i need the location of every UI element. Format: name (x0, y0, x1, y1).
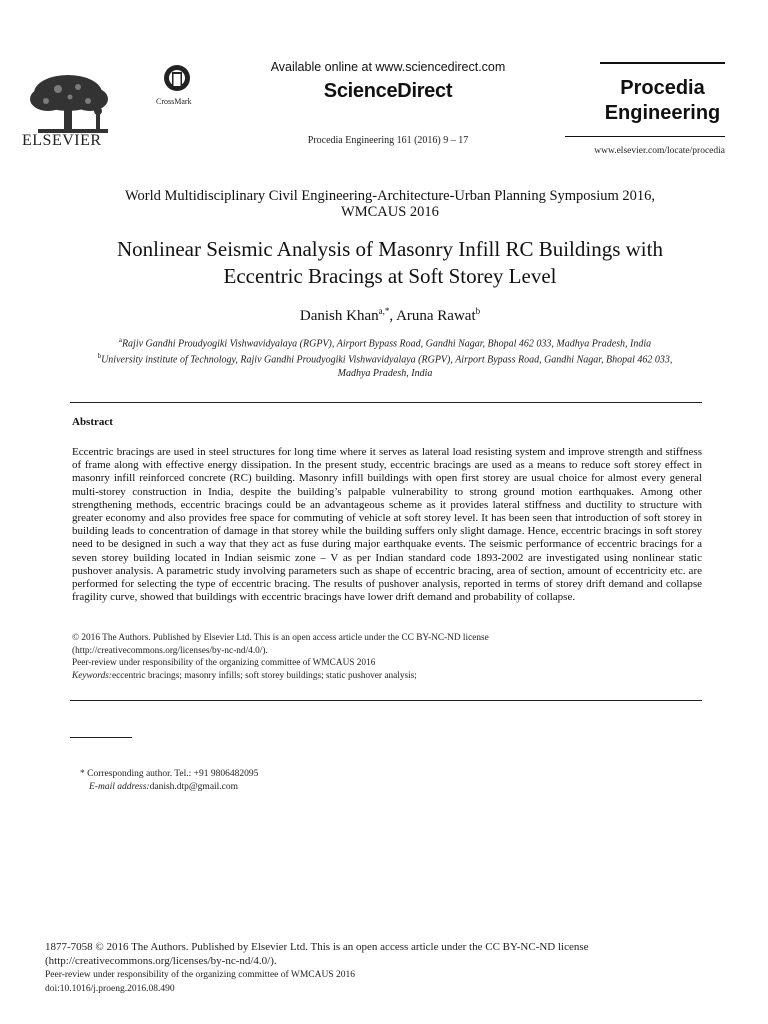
keywords-text: eccentric bracings; masonry infills; soft storey buildings; static pushover analysis; (111, 670, 417, 681)
author-list (0, 306, 768, 325)
corresponding-author-email-line (80, 781, 258, 794)
affiliation-b (60, 350, 710, 366)
affiliation-text: Rajiv Gandhi Proudyogiki Vishwavidyalaya (RGPV), Airport Bypass Road, Gandhi Nagar, Bhopal 462 033, Madhya Pradesh, India (121, 338, 652, 350)
journal-name (600, 76, 725, 126)
crossmark-label: CrossMark (156, 97, 192, 106)
corresponding-author-phone: * Corresponding author. Tel.: +91 9806482095 (80, 769, 259, 779)
abstract-heading: Abstract (72, 416, 113, 428)
journal-name-line2: Engineering (604, 102, 721, 124)
footer-peer-review: Peer-review under responsibility of the organizing committee of WMCAUS 2016 (45, 970, 355, 980)
email-address[interactable]: danish.dtp@gmail.com (149, 782, 239, 792)
journal-top-rule (600, 62, 725, 64)
affiliation-b-cont (60, 367, 710, 380)
author-name: Aruna Rawat (396, 308, 476, 324)
affiliation-mark: a (118, 336, 122, 344)
affiliations (60, 334, 710, 380)
license-link[interactable]: (http://creativecommons.org/licenses/by-nc-nd/4.0/). (72, 645, 268, 656)
abstract-bottom-rule (70, 700, 702, 701)
journal-name-line1: Procedia (620, 77, 705, 99)
footer-copyright: 1877-7058 © 2016 The Authors. Published by Elsevier Ltd. This is an open access article under the CC BY-NC-ND license (45, 941, 589, 953)
conference-line1: World Multidisciplinary Civil Engineering-Architecture-Urban Planning Symposium 2016, (124, 188, 655, 204)
corresponding-author-footnote (80, 768, 258, 794)
footer-doi[interactable]: doi:10.1016/j.proeng.2016.08.490 (45, 984, 175, 994)
affiliation-text: University institute of Technology, Rajiv Gandhi Proudyogiki Vishwavidyalaya (RGPV), Airport Bypass Road, Gandhi Nagar, Bhopal 462 033, (101, 354, 673, 366)
journal-url-link[interactable]: www.elsevier.com/locate/procedia (594, 146, 725, 156)
author-name: Danish Khan (299, 308, 379, 324)
footer-license-link[interactable]: (http://creativecommons.org/licenses/by-nc-nd/4.0/). (45, 955, 277, 967)
abstract-body: Eccentric bracings are used in steel structures for long time where it serves as lateral load resisting system and improve strength and stiffness of frame along with effective energy dissipation. In the present study, eccentric bracings are used as a means to reduce soft storey effect in masonry infill reinforced concrete (RC) building. Masonry infill buildings with open first storey are usual choice for almost every general multi-storey construction in India, despite the building’s palpable vulnerability to strong ground motion earthquakes. Among other strengthening methods, eccentric bracings could be an advantageous scheme as it provides lateral stiffness and ductility to structure with greater economy and also provides free space for commuting of vehicle at soft storey level. It has been seen that introduction of soft storey in building leads to concentration of damage in that storey while the building suffers only slight damage. Hence, eccentric bracings in soft storey need to be designed in such a way that they act as fuse during major earthquake events. The seismic performance of eccentric bracings for a seven storey building located in Indian seismic zone – V as per Indian standard code 1893-2002 are investigated using nonlinear static pushover analysis. A parametric study involving parameters such as shape of eccentric bracing, area of section, amount of eccentricity etc. are performed for selecting the type of eccentric bracing. The results of pushover analysis, reported in terms of storey drift demand and collapse fragility curve, showed that buildings with eccentric bracings have lower drift demand and probability of collapse. (72, 446, 702, 604)
footnote-rule (70, 737, 132, 738)
author-separator: , (389, 308, 397, 324)
keywords-label: Keywords: (72, 670, 112, 681)
author-affiliation-mark: a,* (378, 306, 390, 316)
journal-citation: Procedia Engineering 161 (2016) 9 – 17 (307, 135, 469, 146)
license-line1: © 2016 The Authors. Published by Elsevier Ltd. This is an open access article under the CC BY-NC-ND license (72, 633, 489, 643)
available-online-text: Available online at www.sciencedirect.com (270, 60, 506, 74)
sciencedirect-logo-text[interactable]: ScienceDirect (323, 80, 453, 102)
abstract-top-rule (70, 402, 702, 403)
affiliation-mark: b (97, 352, 102, 361)
paper-title-line2: Eccentric Bracings at Soft Storey Level (223, 264, 557, 288)
email-label: E-mail address: (89, 782, 150, 792)
affiliation-text: Madhya Pradesh, India (337, 367, 433, 379)
page-footer (45, 940, 735, 996)
paper-title (0, 236, 768, 290)
conference-line2: WMCAUS 2016 (341, 204, 439, 220)
elsevier-wordmark: ELSEVIER (22, 132, 102, 149)
affiliation-a (60, 334, 710, 350)
conference-name (0, 188, 768, 220)
keywords (72, 670, 702, 683)
paper-title-line1: Nonlinear Seismic Analysis of Masonry Infill RC Buildings with (117, 237, 663, 261)
license-block (72, 632, 702, 682)
journal-bottom-rule (565, 136, 725, 137)
author-affiliation-mark: b (475, 306, 481, 316)
peer-review-note: Peer-review under responsibility of the organizing committee of WMCAUS 2016 (72, 658, 376, 668)
